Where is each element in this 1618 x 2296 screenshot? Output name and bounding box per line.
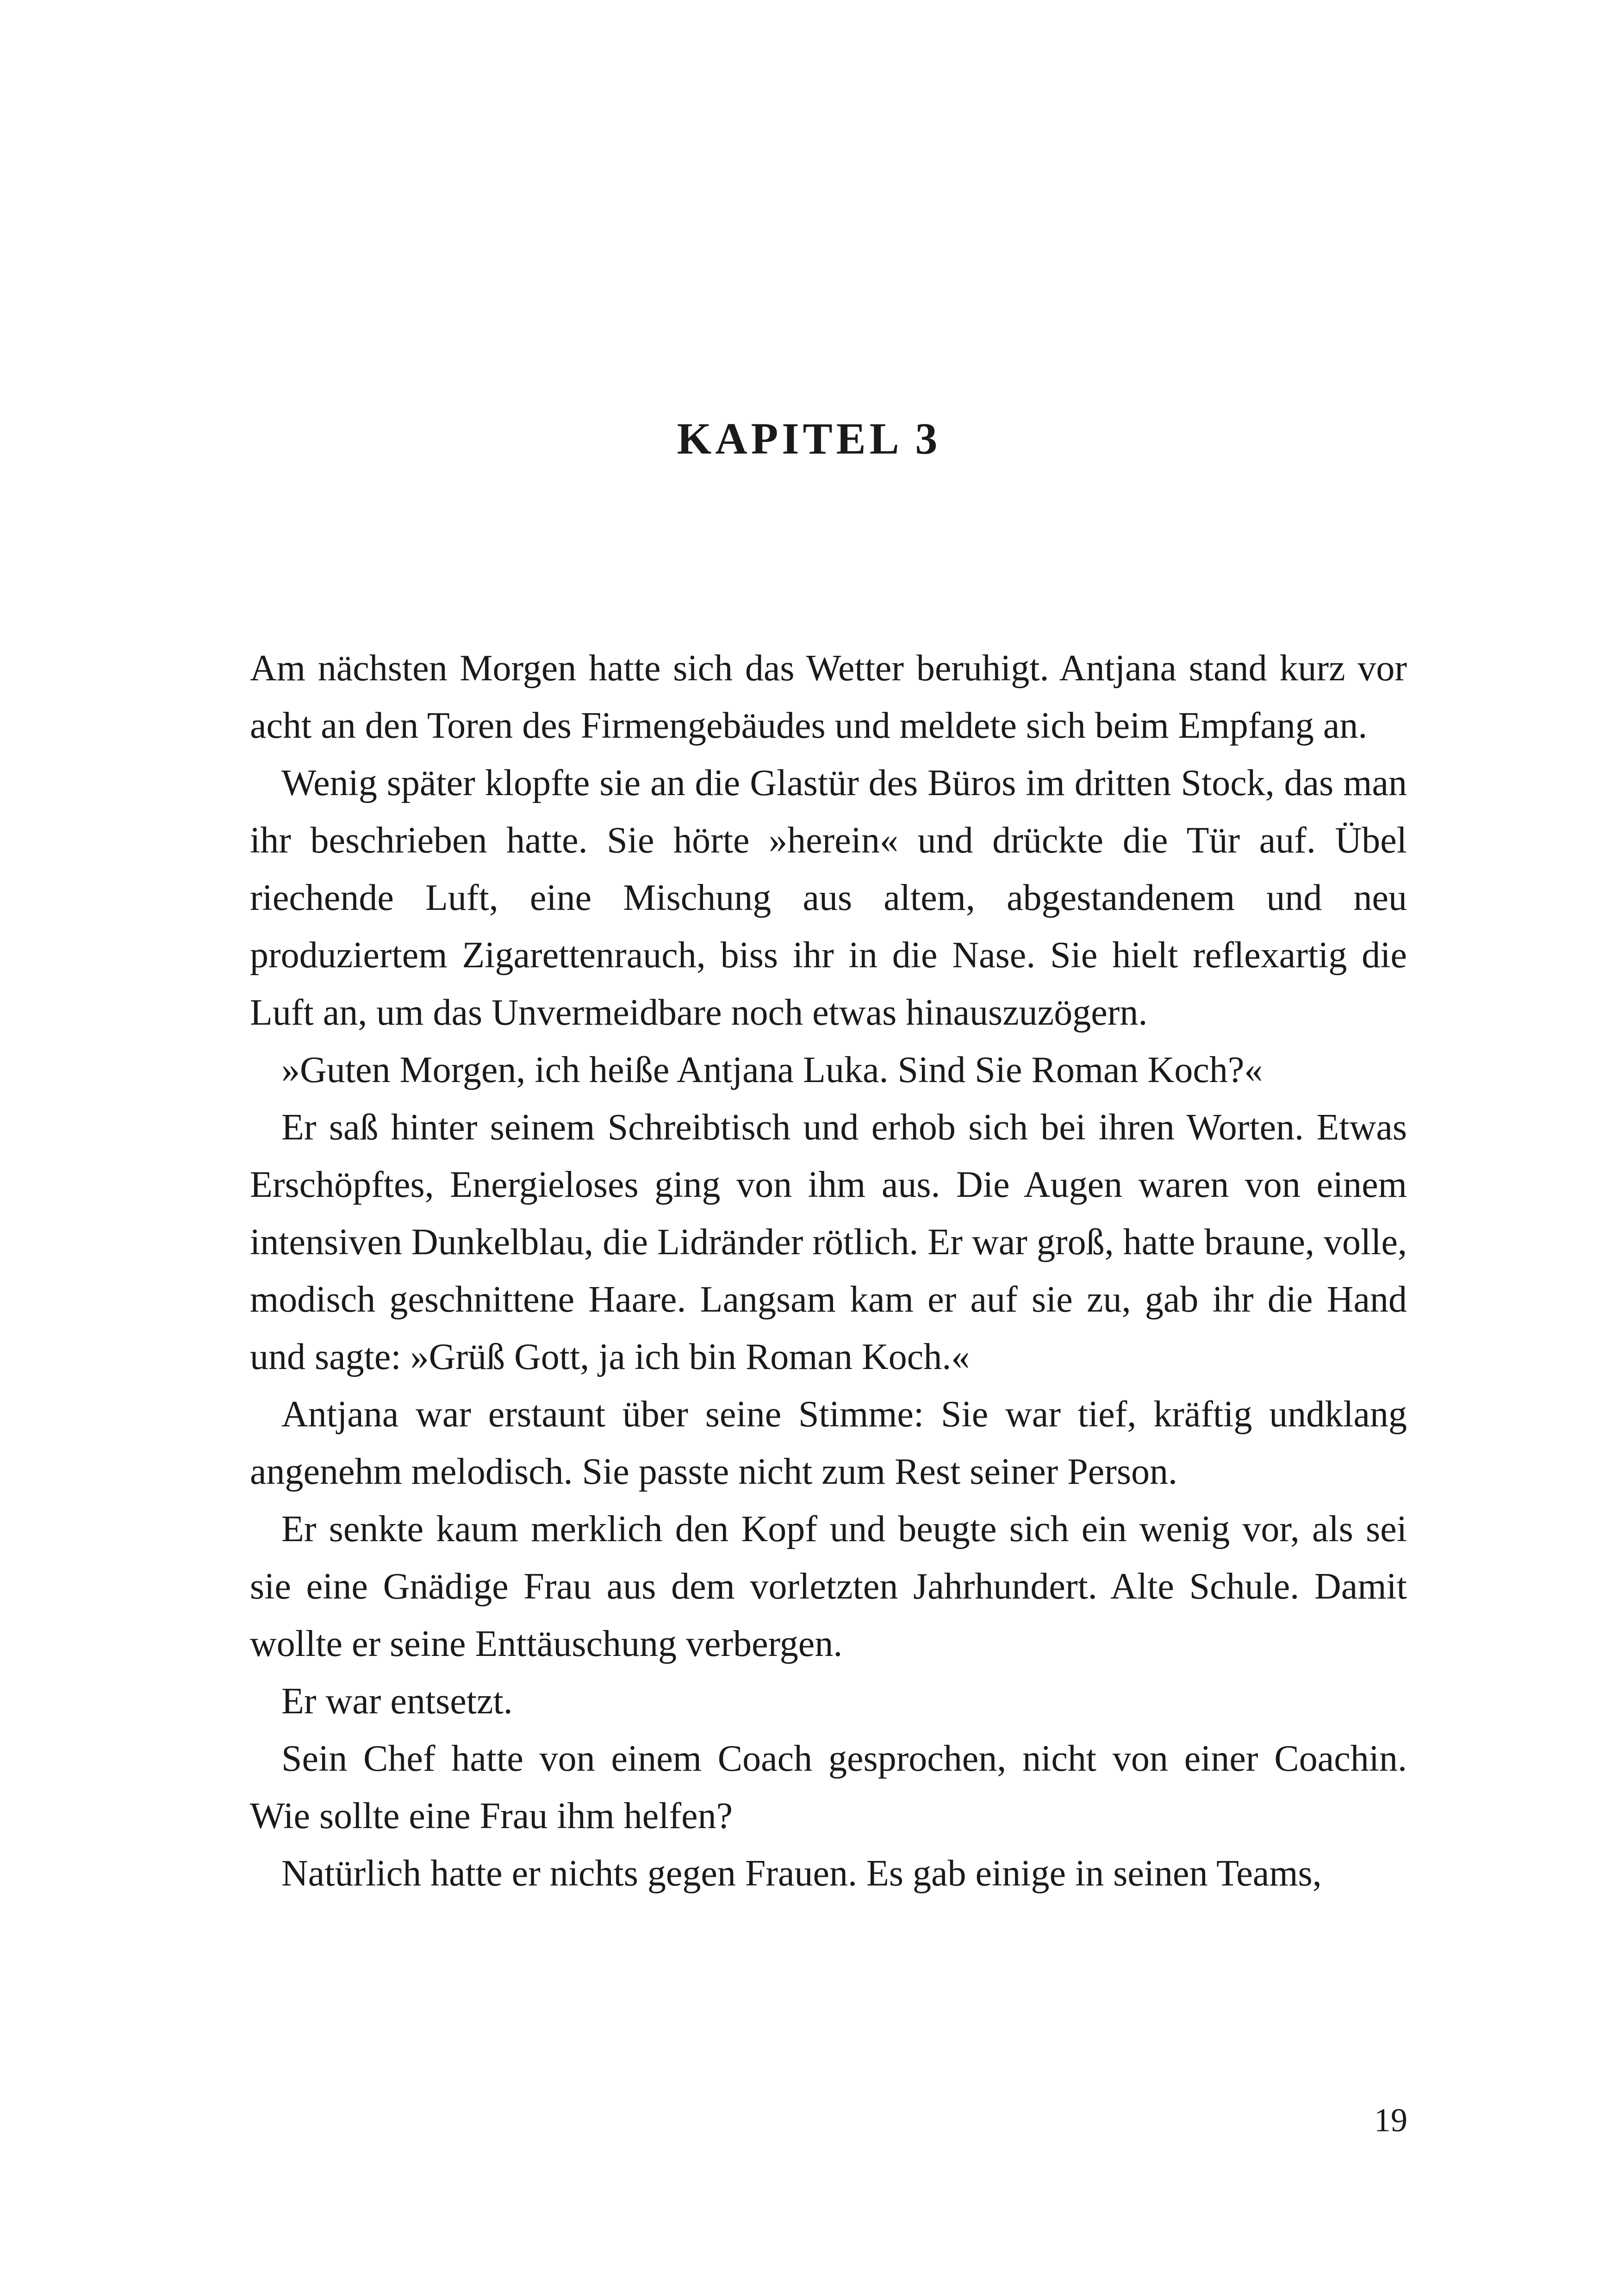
page-number: 19 bbox=[1374, 2102, 1407, 2139]
paragraph: Am nächsten Morgen hatte sich das Wetter beruhigt. Antjana stand kurz vor acht an den Toren des Firmengebäudes und meldete sich beim Empfang an. bbox=[250, 648, 1407, 746]
paragraph: Wenig später klopfte sie an die Glastür des Büros im dritten Stock, das man ihr beschrieben hatte. Sie hörte »herein« und drückte die Tür auf. Übel riechende Luft, eine Mischung aus altem, abgestandenem und neu produziertem Zigarettenrauch, biss ihr in die Nase. Sie hielt reflexartig die Luft an, um das Unvermeidbare noch etwas hinauszuzögern. bbox=[250, 763, 1407, 1033]
chapter-body bbox=[250, 640, 1407, 1902]
paragraph: Er senkte kaum merklich den Kopf und beugte sich ein wenig vor, als sei sie eine Gnädige Frau aus dem vorletzten Jahrhundert. Alte Schule. Damit wollte er seine Enttäuschung verbergen. bbox=[250, 1509, 1407, 1664]
chapter-title: KAPITEL 3 bbox=[677, 414, 941, 463]
paragraph: Antjana war erstaunt über seine Stimme: Sie war tief, kräftig undklang angenehm melodisch. Sie passte nicht zum Rest seiner Person. bbox=[250, 1394, 1407, 1492]
paragraph: Er war entsetzt. bbox=[281, 1681, 513, 1722]
paragraph: »Guten Morgen, ich heiße Antjana Luka. Sind Sie Roman Koch?« bbox=[281, 1050, 1263, 1090]
paragraph: Natürlich hatte er nichts gegen Frauen. Es gab einige in seinen Teams, bbox=[281, 1853, 1322, 1894]
paragraph: Er saß hinter seinem Schreibtisch und erhob sich bei ihren Worten. Etwas Erschöpftes, Energieloses ging von ihm aus. Die Augen waren von einem intensiven Dunkelblau, die Lidränder rötlich. Er war groß, hatte braune, volle, modisch geschnittene Haare. Langsam kam er auf sie zu, gab ihr die Hand und sagte: »Grüß Gott, ja ich bin Roman Koch.« bbox=[250, 1107, 1407, 1377]
paragraph: Sein Chef hatte von einem Coach gesprochen, nicht von einer Coachin. Wie sollte eine Frau ihm helfen? bbox=[250, 1738, 1407, 1836]
